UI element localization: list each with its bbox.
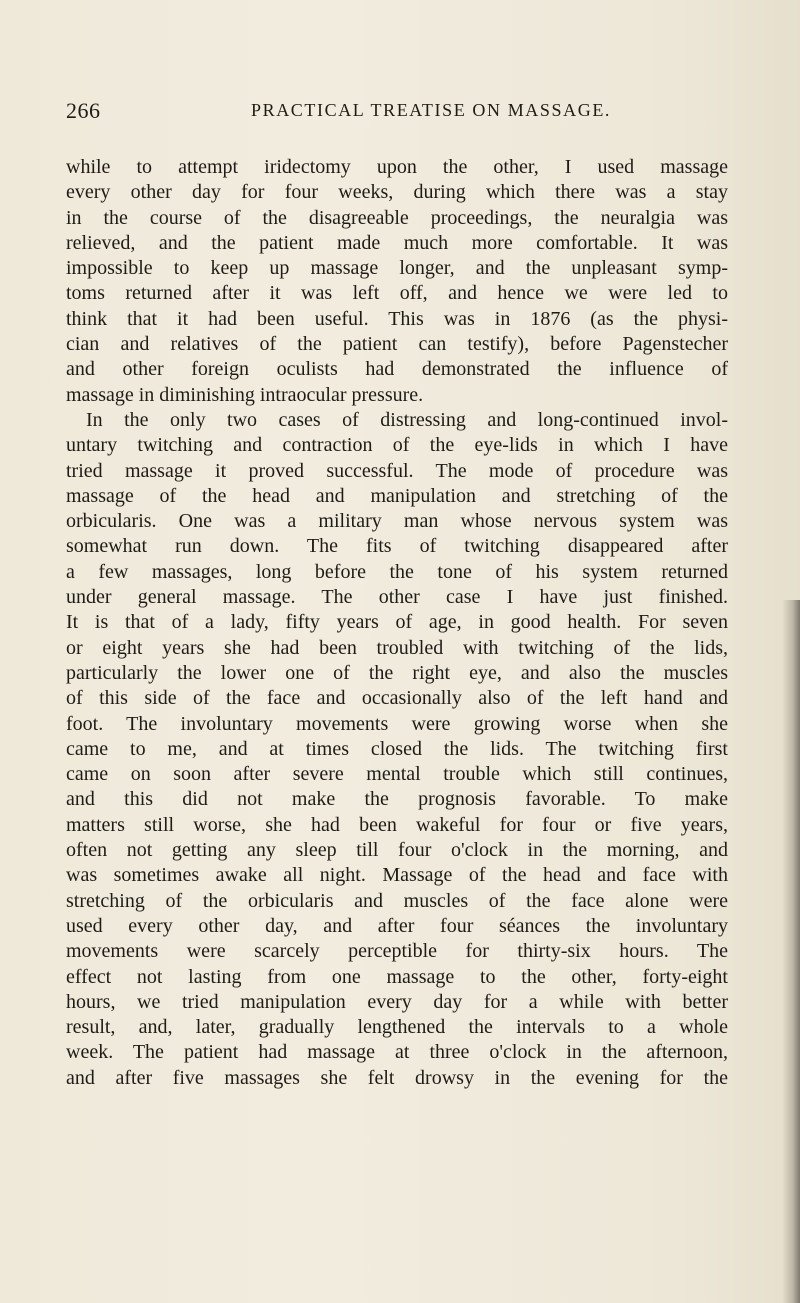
text-line: matters still worse, she had been wakeful for four or five years, <box>66 813 728 836</box>
running-title: PRACTICAL TREATISE ON MASSAGE. <box>250 100 612 120</box>
text-line: relieved, and the patient made much more comfortable. It was <box>66 231 728 254</box>
text-line: a few massages, long before the tone of his system returned <box>66 560 728 583</box>
text-line: foot. The involuntary movements were growing worse when she <box>66 712 728 735</box>
text-line: while to attempt iridectomy upon the other, I used massage <box>66 156 728 178</box>
body-text <box>66 155 728 1091</box>
text-line: movements were scarcely perceptible for thirty-six hours. The <box>66 940 728 963</box>
text-line: somewhat run down. The fits of twitching disappeared after <box>66 535 728 558</box>
text-line: under general massage. The other case I have just finished. <box>66 586 728 609</box>
text-line: result, and, later, gradually lengthened the intervals to a whole <box>66 1016 728 1039</box>
paragraph-start-line: In the only two cases of distressing and long-continued invol- <box>86 408 728 431</box>
text-line: stretching of the orbicularis and muscles of the face alone were <box>66 889 728 912</box>
text-line: came on soon after severe mental trouble which still continues, <box>66 763 728 786</box>
text-line: and other foreign oculists had demonstrated the influence of <box>66 358 728 381</box>
text-line: toms returned after it was left off, and hence we were led to <box>66 282 728 305</box>
text-line: particularly the lower one of the right eye, and also the muscles <box>66 661 728 684</box>
text-line: week. The patient had massage at three o'clock in the afternoon, <box>66 1041 728 1064</box>
text-line: impossible to keep up massage longer, and the unpleasant symp- <box>66 257 728 280</box>
text-line: massage in diminishing intraocular pressure. <box>66 383 424 406</box>
text-line: orbicularis. One was a military man whose nervous system was <box>66 510 728 533</box>
text-line: hours, we tried manipulation every day for a while with better <box>66 990 728 1013</box>
text-line: tried massage it proved successful. The mode of procedure was <box>66 459 728 482</box>
page-header <box>66 98 726 128</box>
text-line: of this side of the face and occasionally also of the left hand and <box>66 687 728 710</box>
text-line: in the course of the disagreeable proceedings, the neuralgia was <box>66 206 728 229</box>
text-line: and this did not make the prognosis favorable. To make <box>66 788 728 811</box>
text-line: or eight years she had been troubled with twitching of the lids, <box>66 636 728 659</box>
text-line: was sometimes awake all night. Massage of the head and face with <box>66 864 728 887</box>
text-line: often not getting any sleep till four o'clock in the morning, and <box>66 839 728 862</box>
text-line: cian and relatives of the patient can testify), before Pagenstecher <box>66 333 728 356</box>
page-edge-shadow <box>782 600 800 1303</box>
text-line: used every other day, and after four séances the involuntary <box>66 914 728 937</box>
text-line: effect not lasting from one massage to the other, forty-eight <box>66 965 728 988</box>
text-line: came to me, and at times closed the lids. The twitching first <box>66 737 728 760</box>
text-line: and after five massages she felt drowsy in the evening for the <box>66 1066 728 1089</box>
text-line: massage of the head and manipulation and stretching of the <box>66 484 728 507</box>
text-line: untary twitching and contraction of the eye-lids in which I have <box>66 434 728 457</box>
text-line: think that it had been useful. This was in 1876 (as the physi- <box>66 307 728 330</box>
page-number: 266 <box>66 98 101 123</box>
text-line: every other day for four weeks, during which there was a stay <box>66 181 728 204</box>
text-line: It is that of a lady, fifty years of age, in good health. For seven <box>66 611 728 634</box>
